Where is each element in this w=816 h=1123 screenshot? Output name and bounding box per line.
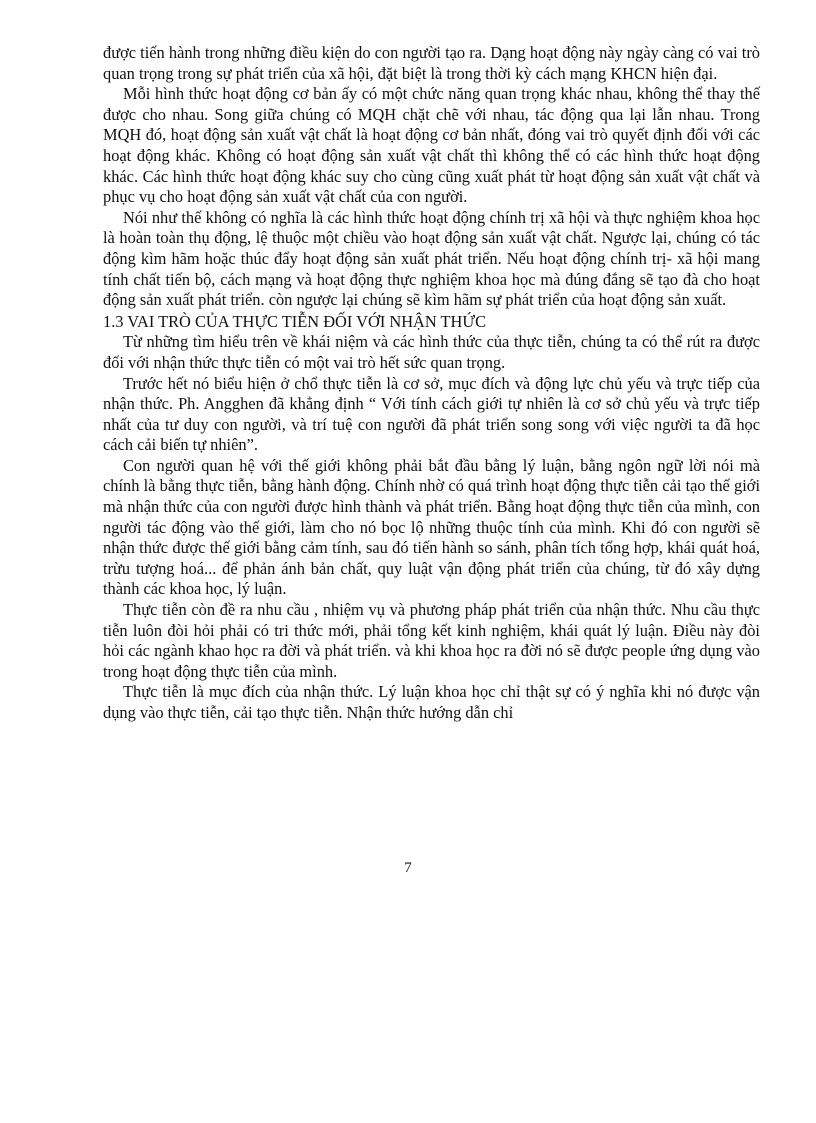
paragraph-6: Con người quan hệ với thế giới không phải bắt đầu bằng lý luận, bằng ngôn ngữ lời nói mà chính là bằng thực tiễn, bằng hành động. Chính nhờ có quá trình hoạt động thực tiễn cải tạo thế giới mà nhận thức của con người được hình thành và phát triển. Bằng hoạt động thực tiễn của mình, con người tác động vào thế giới, làm cho nó bọc lộ những thuộc tính của mình. Khi đó con người sẽ nhận thức được thế giới bằng cảm tính, sau đó tiến hành so sánh, phân tích tổng hợp, khái quát hoá, trừu tượng hoá... để phản ánh bản chất, quy luật vận động phát triển của chúng, từ đó xây dựng thành các khoa học, lý luận. [103, 455, 760, 599]
paragraph-3: Nói như thế không có nghĩa là các hình thức hoạt động chính trị xã hội và thực nghiệm khoa học là hoàn toàn thụ động, lệ thuộc một chiều vào hoạt động sản xuất vật chất. Ngược lại, chúng có tác động kìm hãm hoặc thúc đẩy hoạt động sản xuất phát triển. Nếu hoạt động chính trị- xã hội mang tính chất tiến bộ, cách mạng và hoạt động thực nghiệm khoa học mà đúng đắng sẽ tạo đà cho hoạt động sản xuất phát triển. còn ngược lại chúng sẽ kìm hãm sự phát triển của hoạt động sản xuất. [103, 207, 760, 310]
paragraph-4: Từ những tìm hiểu trên về khái niệm và các hình thức của thực tiễn, chúng ta có thể rút ra được đối với nhận thức thực tiễn có một vai trò hết sức quan trọng. [103, 332, 760, 372]
paragraph-1: được tiến hành trong những điều kiện do con người tạo ra. Dạng hoạt động này ngày càng có vai trò quan trọng trong sự phát triển của xã hội, đặt biệt là trong thời kỳ cách mạng KHCN hiện đại. [103, 43, 760, 83]
document-page [103, 43, 760, 724]
section-heading: 1.3 VAI TRÒ CỦA THỰC TIỄN ĐỐI VỚI NHẬN THỨC [103, 311, 487, 331]
paragraph-2: Mỗi hình thức hoạt động cơ bản ấy có một chức năng quan trọng khác nhau, không thể thay thế được cho nhau. Song giữa chúng có MQH chặt chẽ với nhau, tác động qua lại lẫn nhau. Trong MQH đó, hoạt động sản xuất vật chất là hoạt động cơ bản nhất, đóng vai trò quyết định đối với các hoạt động khác. Không có hoạt động sản xuất vật chất thì không thể có các hình thức hoạt động khác. Các hình thức hoạt động khác suy cho cùng cũng xuất phát từ hoạt động sản xuất vật chất và phục vụ cho hoạt động sản xuất vật chất của con người. [103, 84, 760, 207]
page-number: 7 [404, 860, 412, 876]
paragraph-7: Thực tiễn còn đề ra nhu cầu , nhiệm vụ và phương pháp phát triển của nhận thức. Nhu cầu thực tiễn luôn đòi hỏi phải có tri thức mới, phải tổng kết kinh nghiệm, khái quát lý luận. Điều này đòi hỏi các ngành khao học ra đời và phát triển. và khi khoa học ra đời nó sẽ được people ứng dụng vào trong hoạt động thực tiễn của mình. [103, 600, 760, 681]
paragraph-8: Thực tiễn là mục đích của nhận thức. Lý luận khoa học chỉ thật sự có ý nghĩa khi nó được vận dụng vào thực tiễn, cải tạo thực tiễn. Nhận thức hướng dẫn chỉ [103, 682, 760, 722]
paragraph-5: Trước hết nó biểu hiện ở chổ thực tiễn là cơ sở, mục đích và động lực chủ yếu và trực tiếp của nhận thức. Ph. Angghen đã khẳng định “ Với tính cách giới tự nhiên là cơ sở chủ yếu và trực tiếp nhất của tư duy con người, và trí tuệ con người đã phát triển song song với việc người ta đã học cách cải biến tự nhiên”. [103, 373, 760, 455]
